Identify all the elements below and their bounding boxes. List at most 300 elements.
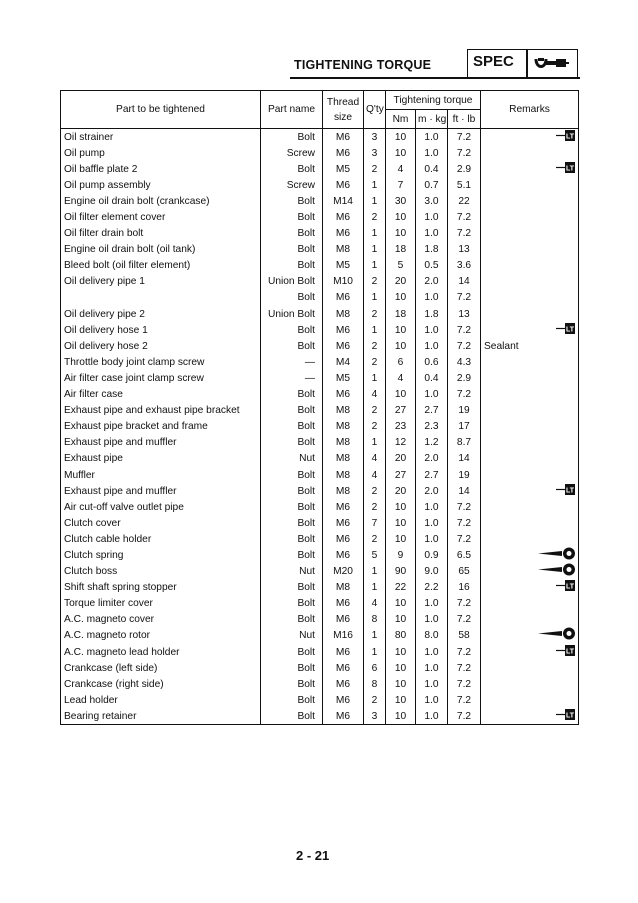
cell-remarks [481,419,579,435]
cell-part-name: Nut [261,564,323,580]
table-row [61,483,579,499]
cell-part [61,290,261,306]
table-row [61,129,579,146]
cell-thread-size: M8 [323,403,364,419]
cell-nm: 10 [386,290,416,306]
cell-nm: 10 [386,708,416,725]
cell-part-name: — [261,370,323,386]
cell-part-name: Bolt [261,387,323,403]
table-row [61,226,579,242]
cell-qty: 2 [364,531,386,547]
cell-nm: 10 [386,387,416,403]
cell-part-name: Bolt [261,612,323,628]
cell-part: Exhaust pipe and exhaust pipe bracket [61,403,261,419]
cell-ftlb: 7.2 [448,644,481,660]
table-row [61,451,579,467]
cell-thread-size: M20 [323,564,364,580]
cell-nm: 80 [386,628,416,644]
remark-icon-wrap [484,130,576,144]
cell-qty: 1 [364,370,386,386]
cell-mkg: 2.7 [416,403,448,419]
cell-thread-size: M14 [323,193,364,209]
cell-thread-size: M6 [323,338,364,354]
col-nm: Nm [386,110,416,129]
cell-mkg: 1.8 [416,306,448,322]
cell-mkg: 1.2 [416,435,448,451]
cell-ftlb: 8.7 [448,435,481,451]
cell-part: Engine oil drain bolt (oil tank) [61,242,261,258]
cell-thread-size: M6 [323,387,364,403]
cell-thread-size: M8 [323,242,364,258]
cell-mkg: 1.0 [416,226,448,242]
cell-part: Oil filter element cover [61,209,261,225]
cell-nm: 22 [386,580,416,596]
svg-text:LT: LT [565,487,575,495]
cell-part: Exhaust pipe and muffler [61,483,261,499]
svg-text:LT: LT [565,648,575,656]
cell-thread-size: M6 [323,596,364,612]
cell-ftlb: 7.2 [448,676,481,692]
cell-part-name: Bolt [261,129,323,146]
remark-icon-wrap [484,709,576,723]
table-header [61,91,579,129]
cell-thread-size: M6 [323,177,364,193]
cell-remarks [481,274,579,290]
cell-qty: 5 [364,547,386,563]
cell-qty: 3 [364,145,386,161]
cell-ftlb: 7.2 [448,226,481,242]
cell-remarks [481,708,579,725]
cell-remarks [481,580,579,596]
col-torque: Tightening torque [386,91,481,110]
cell-thread-size: M6 [323,547,364,563]
cell-qty: 1 [364,226,386,242]
cell-part: Oil strainer [61,129,261,146]
cell-remarks [481,242,579,258]
locktite-icon [556,579,576,596]
table-row [61,274,579,290]
cell-part: Oil delivery hose 1 [61,322,261,338]
cell-mkg: 1.0 [416,708,448,725]
table-row [61,612,579,628]
cell-mkg: 0.5 [416,258,448,274]
cell-qty: 8 [364,612,386,628]
cell-ftlb: 17 [448,419,481,435]
cell-ftlb: 7.2 [448,660,481,676]
table-row [61,564,579,580]
table-row [61,467,579,483]
col-remarks: Remarks [481,91,579,129]
cell-qty: 4 [364,451,386,467]
cell-part-name: Bolt [261,290,323,306]
table-row [61,628,579,644]
cell-remarks [481,322,579,338]
cell-remarks [481,145,579,161]
table-row [61,209,579,225]
cell-nm: 10 [386,596,416,612]
table-row [61,322,579,338]
cell-mkg: 2.0 [416,451,448,467]
svg-text:LT: LT [565,326,575,334]
cell-mkg: 0.4 [416,370,448,386]
table-body [61,129,579,725]
cell-part: Throttle body joint clamp screw [61,354,261,370]
cell-part: Bleed bolt (oil filter element) [61,258,261,274]
locktite-icon [556,322,576,339]
cell-ftlb: 13 [448,306,481,322]
cell-qty: 1 [364,564,386,580]
cell-ftlb: 3.6 [448,258,481,274]
cell-thread-size: M6 [323,692,364,708]
cell-ftlb: 7.2 [448,322,481,338]
cell-part: Oil delivery pipe 2 [61,306,261,322]
stake-icon [538,627,576,644]
cell-remarks [481,499,579,515]
cell-ftlb: 7.2 [448,708,481,725]
cell-remarks [481,564,579,580]
cell-part-name: Bolt [261,708,323,725]
table-row [61,242,579,258]
cell-qty: 1 [364,628,386,644]
table-row [61,387,579,403]
cell-nm: 7 [386,177,416,193]
cell-ftlb: 14 [448,274,481,290]
cell-mkg: 0.4 [416,161,448,177]
cell-part-name: Nut [261,628,323,644]
cell-mkg: 8.0 [416,628,448,644]
cell-remarks [481,209,579,225]
cell-mkg: 2.3 [416,419,448,435]
spec-label: SPEC [473,53,514,70]
cell-mkg: 1.0 [416,290,448,306]
cell-mkg: 2.0 [416,274,448,290]
cell-ftlb: 14 [448,483,481,499]
cell-mkg: 2.7 [416,467,448,483]
torque-wrench-icon [534,56,570,72]
svg-text:LT: LT [565,712,575,720]
cell-remarks [481,403,579,419]
cell-part-name: Bolt [261,692,323,708]
cell-qty: 4 [364,387,386,403]
cell-remarks [481,338,579,354]
cell-mkg: 0.9 [416,547,448,563]
cell-mkg: 1.8 [416,242,448,258]
table-row [61,193,579,209]
cell-part-name: Bolt [261,258,323,274]
cell-qty: 6 [364,660,386,676]
cell-part: Engine oil drain bolt (crankcase) [61,193,261,209]
cell-part: Shift shaft spring stopper [61,580,261,596]
col-part: Part to be tightened [61,91,261,129]
cell-part: A.C. magneto rotor [61,628,261,644]
cell-remarks [481,435,579,451]
cell-qty: 2 [364,403,386,419]
cell-remarks [481,370,579,386]
cell-nm: 27 [386,467,416,483]
cell-part: Exhaust pipe bracket and frame [61,419,261,435]
cell-ftlb: 7.2 [448,129,481,146]
cell-nm: 10 [386,322,416,338]
cell-part-name: Bolt [261,161,323,177]
cell-remarks [481,596,579,612]
cell-part: Exhaust pipe [61,451,261,467]
cell-nm: 10 [386,644,416,660]
locktite-icon [556,644,576,661]
cell-qty: 1 [364,242,386,258]
remark-icon-wrap [484,484,576,498]
table-row [61,258,579,274]
cell-qty: 2 [364,274,386,290]
cell-part-name: Bolt [261,660,323,676]
cell-nm: 10 [386,499,416,515]
cell-part: Muffler [61,467,261,483]
cell-mkg: 1.0 [416,660,448,676]
cell-qty: 2 [364,483,386,499]
cell-ftlb: 22 [448,193,481,209]
cell-part: Oil delivery pipe 1 [61,274,261,290]
cell-thread-size: M8 [323,419,364,435]
cell-nm: 10 [386,531,416,547]
table-row [61,580,579,596]
cell-mkg: 1.0 [416,499,448,515]
cell-thread-size: M5 [323,370,364,386]
cell-nm: 27 [386,403,416,419]
cell-remarks [481,515,579,531]
cell-mkg: 1.0 [416,612,448,628]
cell-part-name: Bolt [261,435,323,451]
cell-ftlb: 7.2 [448,692,481,708]
table-row [61,306,579,322]
cell-part: Crankcase (right side) [61,676,261,692]
spec-divider [526,50,528,77]
cell-thread-size: M6 [323,322,364,338]
cell-remarks [481,129,579,146]
cell-remarks [481,547,579,563]
cell-part-name: — [261,354,323,370]
cell-part-name: Bolt [261,226,323,242]
cell-mkg: 1.0 [416,209,448,225]
cell-part: Air filter case [61,387,261,403]
cell-qty: 2 [364,692,386,708]
cell-thread-size: M6 [323,499,364,515]
cell-mkg: 2.2 [416,580,448,596]
cell-remarks [481,692,579,708]
cell-qty: 4 [364,467,386,483]
cell-part: Air cut-off valve outlet pipe [61,499,261,515]
table-row [61,644,579,660]
cell-ftlb: 7.2 [448,596,481,612]
remark-icon-wrap [484,581,576,595]
cell-thread-size: M16 [323,628,364,644]
cell-part-name: Bolt [261,338,323,354]
cell-mkg: 1.0 [416,129,448,146]
table-row [61,370,579,386]
cell-remarks [481,226,579,242]
svg-text:LT: LT [565,133,575,141]
cell-ftlb: 19 [448,403,481,419]
cell-mkg: 1.0 [416,644,448,660]
cell-thread-size: M8 [323,580,364,596]
cell-mkg: 1.0 [416,676,448,692]
cell-thread-size: M8 [323,306,364,322]
cell-thread-size: M6 [323,129,364,146]
cell-remarks [481,290,579,306]
cell-part-name: Union Bolt [261,274,323,290]
cell-ftlb: 2.9 [448,370,481,386]
cell-thread-size: M6 [323,612,364,628]
svg-text:LT: LT [565,583,575,591]
cell-remarks [481,628,579,644]
col-ftlb: ft · lb [448,110,481,129]
cell-part-name: Bolt [261,242,323,258]
page-number: 2 - 21 [296,848,330,863]
cell-part: Clutch spring [61,547,261,563]
cell-nm: 12 [386,435,416,451]
cell-thread-size: M10 [323,274,364,290]
cell-mkg: 1.0 [416,322,448,338]
cell-nm: 4 [386,370,416,386]
spec-badge [467,49,578,78]
cell-ftlb: 7.2 [448,209,481,225]
cell-remarks [481,467,579,483]
cell-remarks [481,644,579,660]
cell-qty: 2 [364,306,386,322]
cell-nm: 20 [386,451,416,467]
cell-ftlb: 4.3 [448,354,481,370]
table-row [61,177,579,193]
col-part-name: Part name [261,91,323,129]
cell-nm: 10 [386,129,416,146]
table-row [61,531,579,547]
cell-thread-size: M8 [323,451,364,467]
cell-nm: 23 [386,419,416,435]
table-row [61,596,579,612]
cell-nm: 90 [386,564,416,580]
cell-thread-size: M6 [323,660,364,676]
cell-remarks [481,306,579,322]
cell-ftlb: 5.1 [448,177,481,193]
table-row [61,676,579,692]
cell-qty: 7 [364,515,386,531]
cell-nm: 4 [386,161,416,177]
locktite-icon [556,161,576,178]
cell-nm: 10 [386,515,416,531]
cell-part: Oil pump [61,145,261,161]
cell-part-name: Bolt [261,531,323,547]
cell-nm: 5 [386,258,416,274]
cell-nm: 10 [386,676,416,692]
cell-ftlb: 7.2 [448,515,481,531]
cell-part-name: Bolt [261,403,323,419]
col-thread-size-line1: Thread [326,96,360,108]
cell-ftlb: 7.2 [448,531,481,547]
col-qty: Q'ty [364,91,386,129]
cell-part-name: Bolt [261,322,323,338]
cell-remarks [481,193,579,209]
cell-ftlb: 7.2 [448,612,481,628]
cell-part-name: Bolt [261,419,323,435]
cell-nm: 20 [386,483,416,499]
col-thread-size-line2: size [333,111,353,123]
cell-mkg: 0.7 [416,177,448,193]
cell-nm: 18 [386,242,416,258]
remark-icon-wrap [484,645,576,659]
cell-ftlb: 6.5 [448,547,481,563]
cell-part: Clutch cover [61,515,261,531]
cell-remarks [481,387,579,403]
cell-qty: 2 [364,499,386,515]
cell-remarks [481,483,579,499]
cell-part: Oil baffle plate 2 [61,161,261,177]
cell-remarks [481,676,579,692]
table-row [61,692,579,708]
torque-table [60,90,579,725]
cell-thread-size: M6 [323,644,364,660]
remark-icon-wrap [484,548,576,562]
cell-nm: 9 [386,547,416,563]
cell-remarks [481,177,579,193]
cell-ftlb: 7.2 [448,338,481,354]
cell-part: Oil delivery hose 2 [61,338,261,354]
cell-part: A.C. magneto lead holder [61,644,261,660]
cell-thread-size: M6 [323,290,364,306]
cell-nm: 6 [386,354,416,370]
cell-nm: 10 [386,209,416,225]
cell-thread-size: M6 [323,676,364,692]
cell-ftlb: 16 [448,580,481,596]
cell-thread-size: M6 [323,708,364,725]
cell-qty: 1 [364,580,386,596]
cell-remarks [481,612,579,628]
cell-qty: 1 [364,644,386,660]
cell-mkg: 3.0 [416,193,448,209]
cell-remarks [481,531,579,547]
cell-thread-size: M6 [323,531,364,547]
cell-thread-size: M6 [323,209,364,225]
cell-part-name: Bolt [261,596,323,612]
table-row [61,290,579,306]
cell-mkg: 1.0 [416,387,448,403]
cell-part: A.C. magneto cover [61,612,261,628]
cell-part: Air filter case joint clamp screw [61,370,261,386]
cell-ftlb: 7.2 [448,145,481,161]
cell-part-name: Bolt [261,467,323,483]
cell-remarks [481,451,579,467]
cell-part-name: Bolt [261,580,323,596]
cell-part: Lead holder [61,692,261,708]
cell-nm: 10 [386,226,416,242]
cell-nm: 10 [386,612,416,628]
cell-mkg: 1.0 [416,145,448,161]
cell-thread-size: M8 [323,483,364,499]
table-row [61,354,579,370]
table-row [61,515,579,531]
table-row [61,403,579,419]
cell-thread-size: M5 [323,258,364,274]
cell-thread-size: M5 [323,161,364,177]
svg-text:LT: LT [565,165,575,173]
page-title: TIGHTENING TORQUE [294,58,432,72]
table-row [61,499,579,515]
cell-remarks [481,161,579,177]
cell-ftlb: 7.2 [448,290,481,306]
cell-nm: 10 [386,660,416,676]
table-row [61,145,579,161]
remark-text: Sealant [484,340,519,352]
cell-qty: 8 [364,676,386,692]
col-mkg: m · kg [416,110,448,129]
cell-thread-size: M6 [323,515,364,531]
